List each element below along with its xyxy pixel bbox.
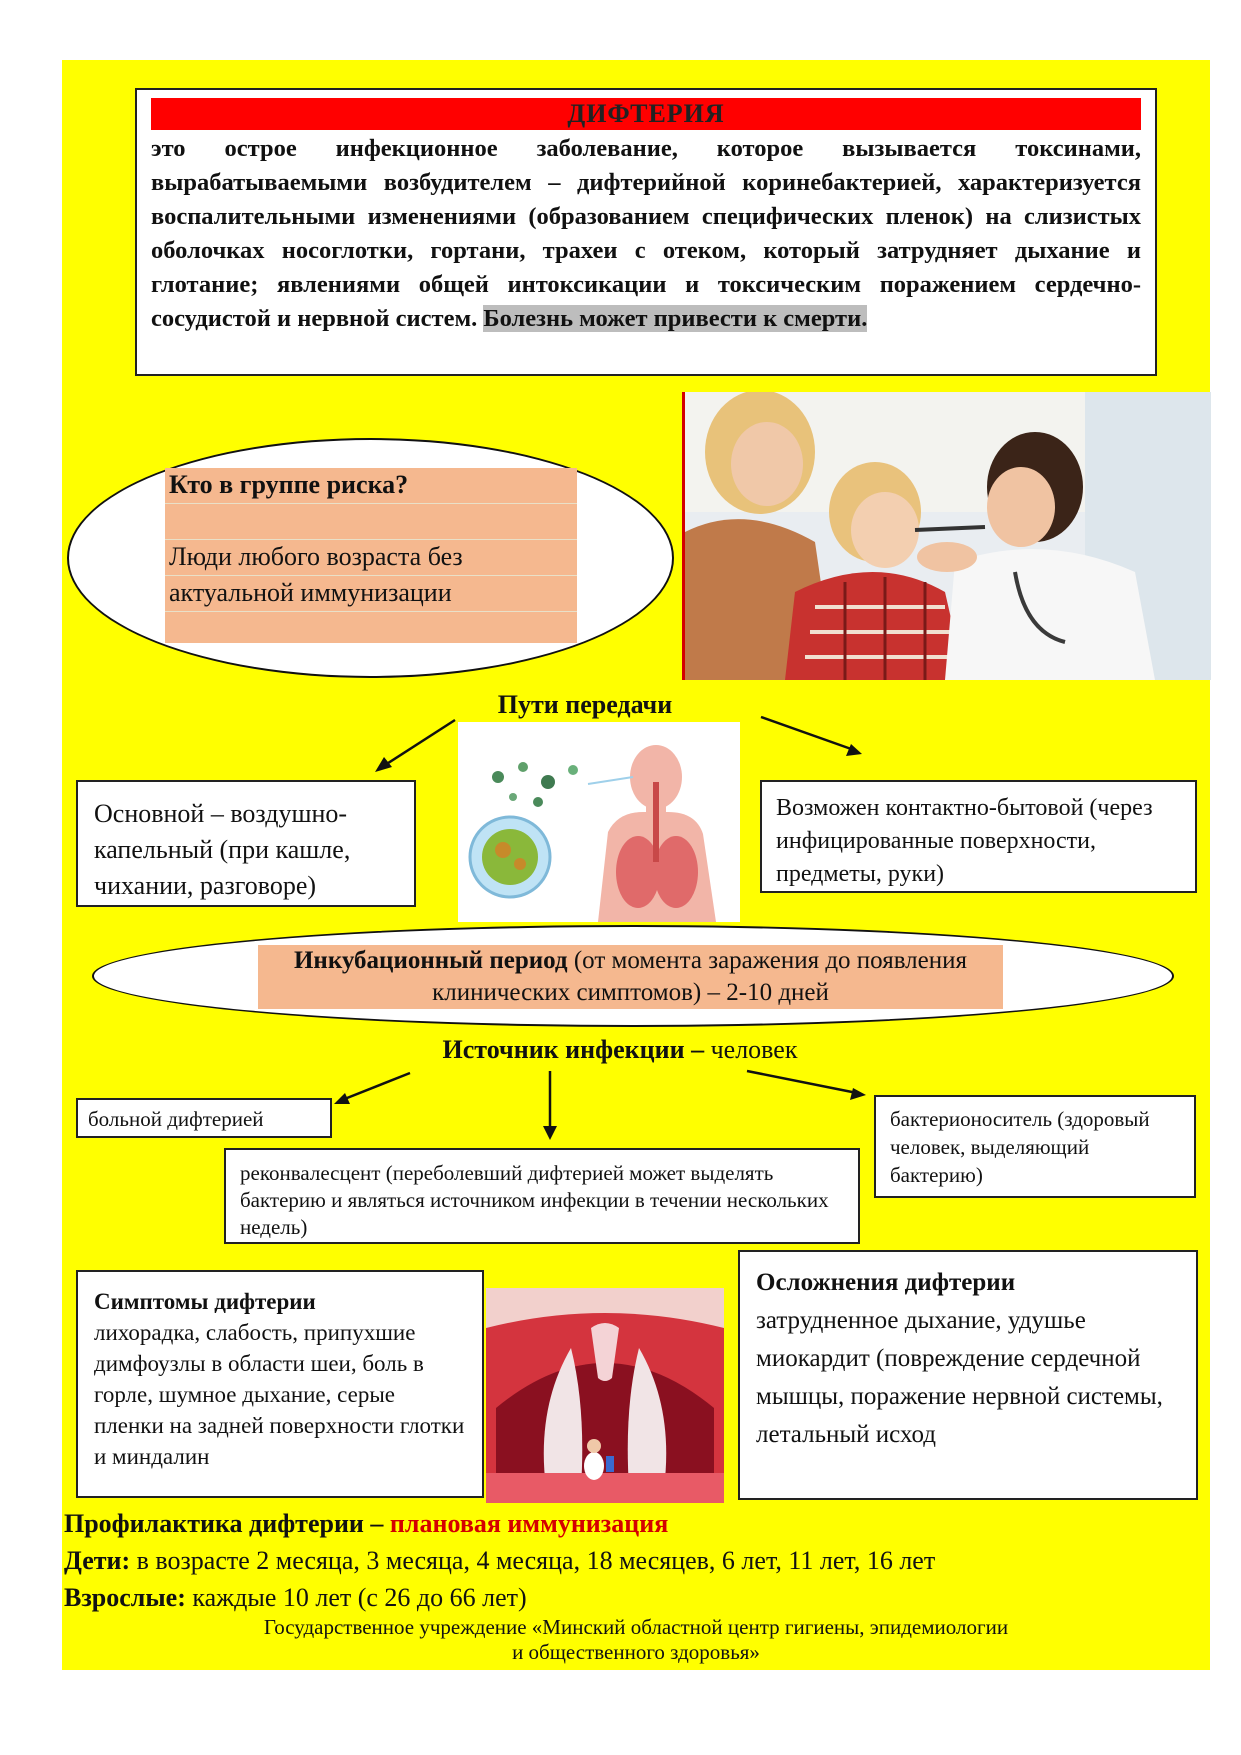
transmission-main-box: Основной – воздушно-капельный (при кашле, чихании, разговоре) [76,780,416,907]
definition-highlight: Болезнь может привести к смерти. [483,305,868,332]
arrow-source-left-icon [330,1068,415,1108]
complications-title: Осложнения дифтерии [756,1269,1016,1296]
children-label: Дети: [64,1546,131,1575]
definition-title: ДИФТЕРИЯ [151,98,1141,130]
complications-text: затрудненное дыхание, удушье миокардит (повреждение сердечной мышцы, поражение нервной системы, летальный исход [756,1307,1163,1448]
source-reconvalescent-box: реконвалесцент (переболевший дифтерией может выделять бактерию и являться источником инфекции в течении нескольких недель) [224,1148,860,1244]
complications-box [738,1250,1198,1500]
arrow-source-down-icon [535,1068,565,1143]
definition-body: это острое инфекционное заболевание, которое вызывается токсинами, вырабатываемыми возбудителем – дифтерийной коринебактерией, характеризуется воспалительными изменениями (образованием специфических пленок) на слизистых оболочках носоглотки, гортани, трахеи с отеком, который затрудняет дыхание и глотание; явлениями общей интоксикации и токсическим поражением сердечно-сосудистой и нервной систем. [151,135,1141,332]
symptoms-box [76,1270,484,1498]
prevention-title-line [64,1505,1212,1542]
source-value: человек [704,1035,798,1064]
risk-panel [165,468,577,643]
source-label: Источник инфекции – [442,1035,705,1064]
prevention-title: Профилактика дифтерии – [64,1509,384,1538]
children-text: в возрасте 2 месяца, 3 месяца, 4 месяца, 18 месяцев, 6 лет, 11 лет, 16 лет [130,1546,936,1575]
symptoms-text: лихорадка, слабость, припухшие димфоузлы в области шеи, боль в горле, шумное дыхание, серые пленки на задней поверхности глотки и миндалин [94,1320,465,1469]
risk-empty-row [165,504,577,540]
source-sick-box: больной дифтерией [76,1098,332,1138]
risk-line-1: Люди любого возраста без [165,540,577,576]
risk-title: Кто в группе риска? [165,468,577,504]
doctor-child-photo [682,392,1211,680]
transmission-title: Пути передачи [497,690,673,719]
risk-line-2: актуальной иммунизации [165,576,577,612]
prevention-title-red: плановая иммунизация [383,1509,669,1538]
doctor-child-illustration [685,392,1211,680]
footer-line-2: и общественного здоровья» [512,1640,760,1664]
symptoms-title: Симптомы дифтерии [94,1289,316,1314]
incubation-label: Инкубационный период [293,947,568,974]
source-carrier-box: бактерионоситель (здоровый человек, выделяющий бактерию) [874,1095,1196,1198]
adults-label: Взрослые: [64,1583,186,1612]
throat-image [486,1288,724,1503]
incubation-panel [258,945,1003,1009]
prevention-section [62,1505,1212,1616]
footer [62,1615,1210,1665]
airborne-transmission-image [458,722,740,922]
prevention-adults-line [64,1579,1212,1616]
arrow-right-icon [756,712,866,762]
lungs-illustration [458,722,740,922]
arrow-left-icon [370,715,460,775]
source-title [300,1035,940,1065]
definition-text [151,132,1141,336]
definition-box [135,88,1157,376]
transmission-contact-box: Возможен контактно-бытовой (через инфицированные поверхности, предметы, руки) [760,780,1197,893]
footer-line-1: Государственное учреждение «Минский областной центр гигиены, эпидемиологии [263,1615,1009,1639]
throat-illustration [486,1288,724,1503]
incubation-text: (от момента заражения до появления клинических симптомов) – 2-10 дней [432,947,968,1006]
adults-text: каждые 10 лет (с 26 до 66 лет) [185,1583,527,1612]
arrow-source-right-icon [742,1066,872,1106]
prevention-children-line [64,1542,1212,1579]
